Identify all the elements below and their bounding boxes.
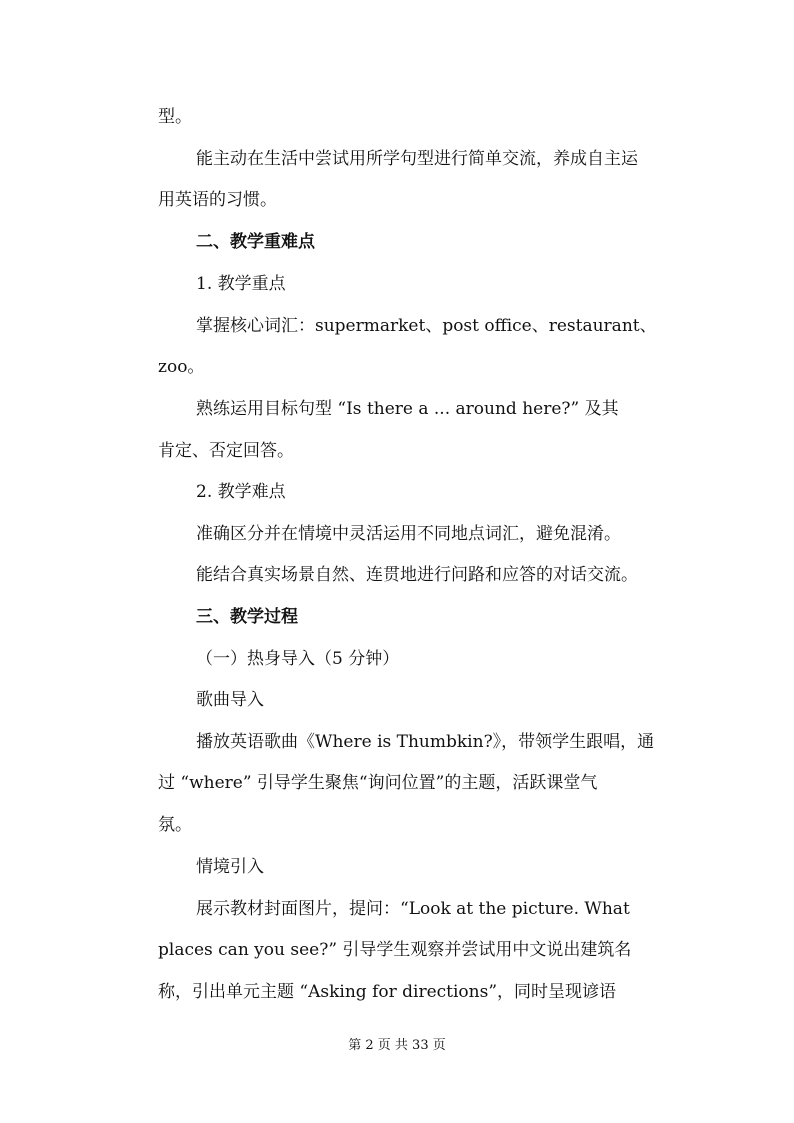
paragraph-line: places can you see?” 引导学生观察并尝试用中文说出建筑名	[158, 940, 632, 960]
paragraph-line: 称，引出单元主题 “Asking for directions”，同时呈现谚语	[158, 982, 617, 1002]
section-heading: 二、教学重难点	[196, 232, 315, 252]
subsection-heading: 2. 教学难点	[196, 482, 286, 502]
paragraph-line: 氛。	[158, 815, 192, 835]
paragraph-line: 能主动在生活中尝试用所学句型进行简单交流，养成自主运	[196, 149, 638, 169]
paragraph-line: 播放英语歌曲《Where is Thumbkin?》，带领学生跟唱，通	[196, 732, 655, 752]
paragraph-line: 能结合真实场景自然、连贯地进行问路和应答的对话交流。	[196, 565, 638, 585]
paragraph-line: zoo。	[158, 357, 205, 377]
paragraph-line: 肯定、否定回答。	[158, 441, 294, 461]
paragraph-line: 掌握核心词汇：supermarket、post office、restaurant、	[196, 316, 657, 336]
page-footer: 第 2 页 共 33 页	[348, 1038, 446, 1053]
subsection-heading: 1. 教学重点	[196, 274, 286, 294]
paragraph-line: 型。	[158, 107, 192, 127]
subsection-heading: （一）热身导入（5 分钟）	[196, 649, 400, 669]
paragraph-line: 用英语的习惯。	[158, 190, 277, 210]
subsection-heading: 情境引入	[196, 857, 264, 877]
paragraph-line: 准确区分并在情境中灵活运用不同地点词汇，避免混淆。	[196, 524, 621, 544]
paragraph-line: 过 “where” 引导学生聚焦“询问位置”的主题，活跃课堂气	[158, 773, 598, 793]
subsection-heading: 歌曲导入	[196, 690, 264, 710]
paragraph-line: 展示教材封面图片，提问：“Look at the picture. What	[196, 899, 630, 919]
section-heading: 三、教学过程	[196, 607, 298, 627]
paragraph-line: 熟练运用目标句型 “Is there a ... around here?” 及其	[196, 399, 619, 419]
